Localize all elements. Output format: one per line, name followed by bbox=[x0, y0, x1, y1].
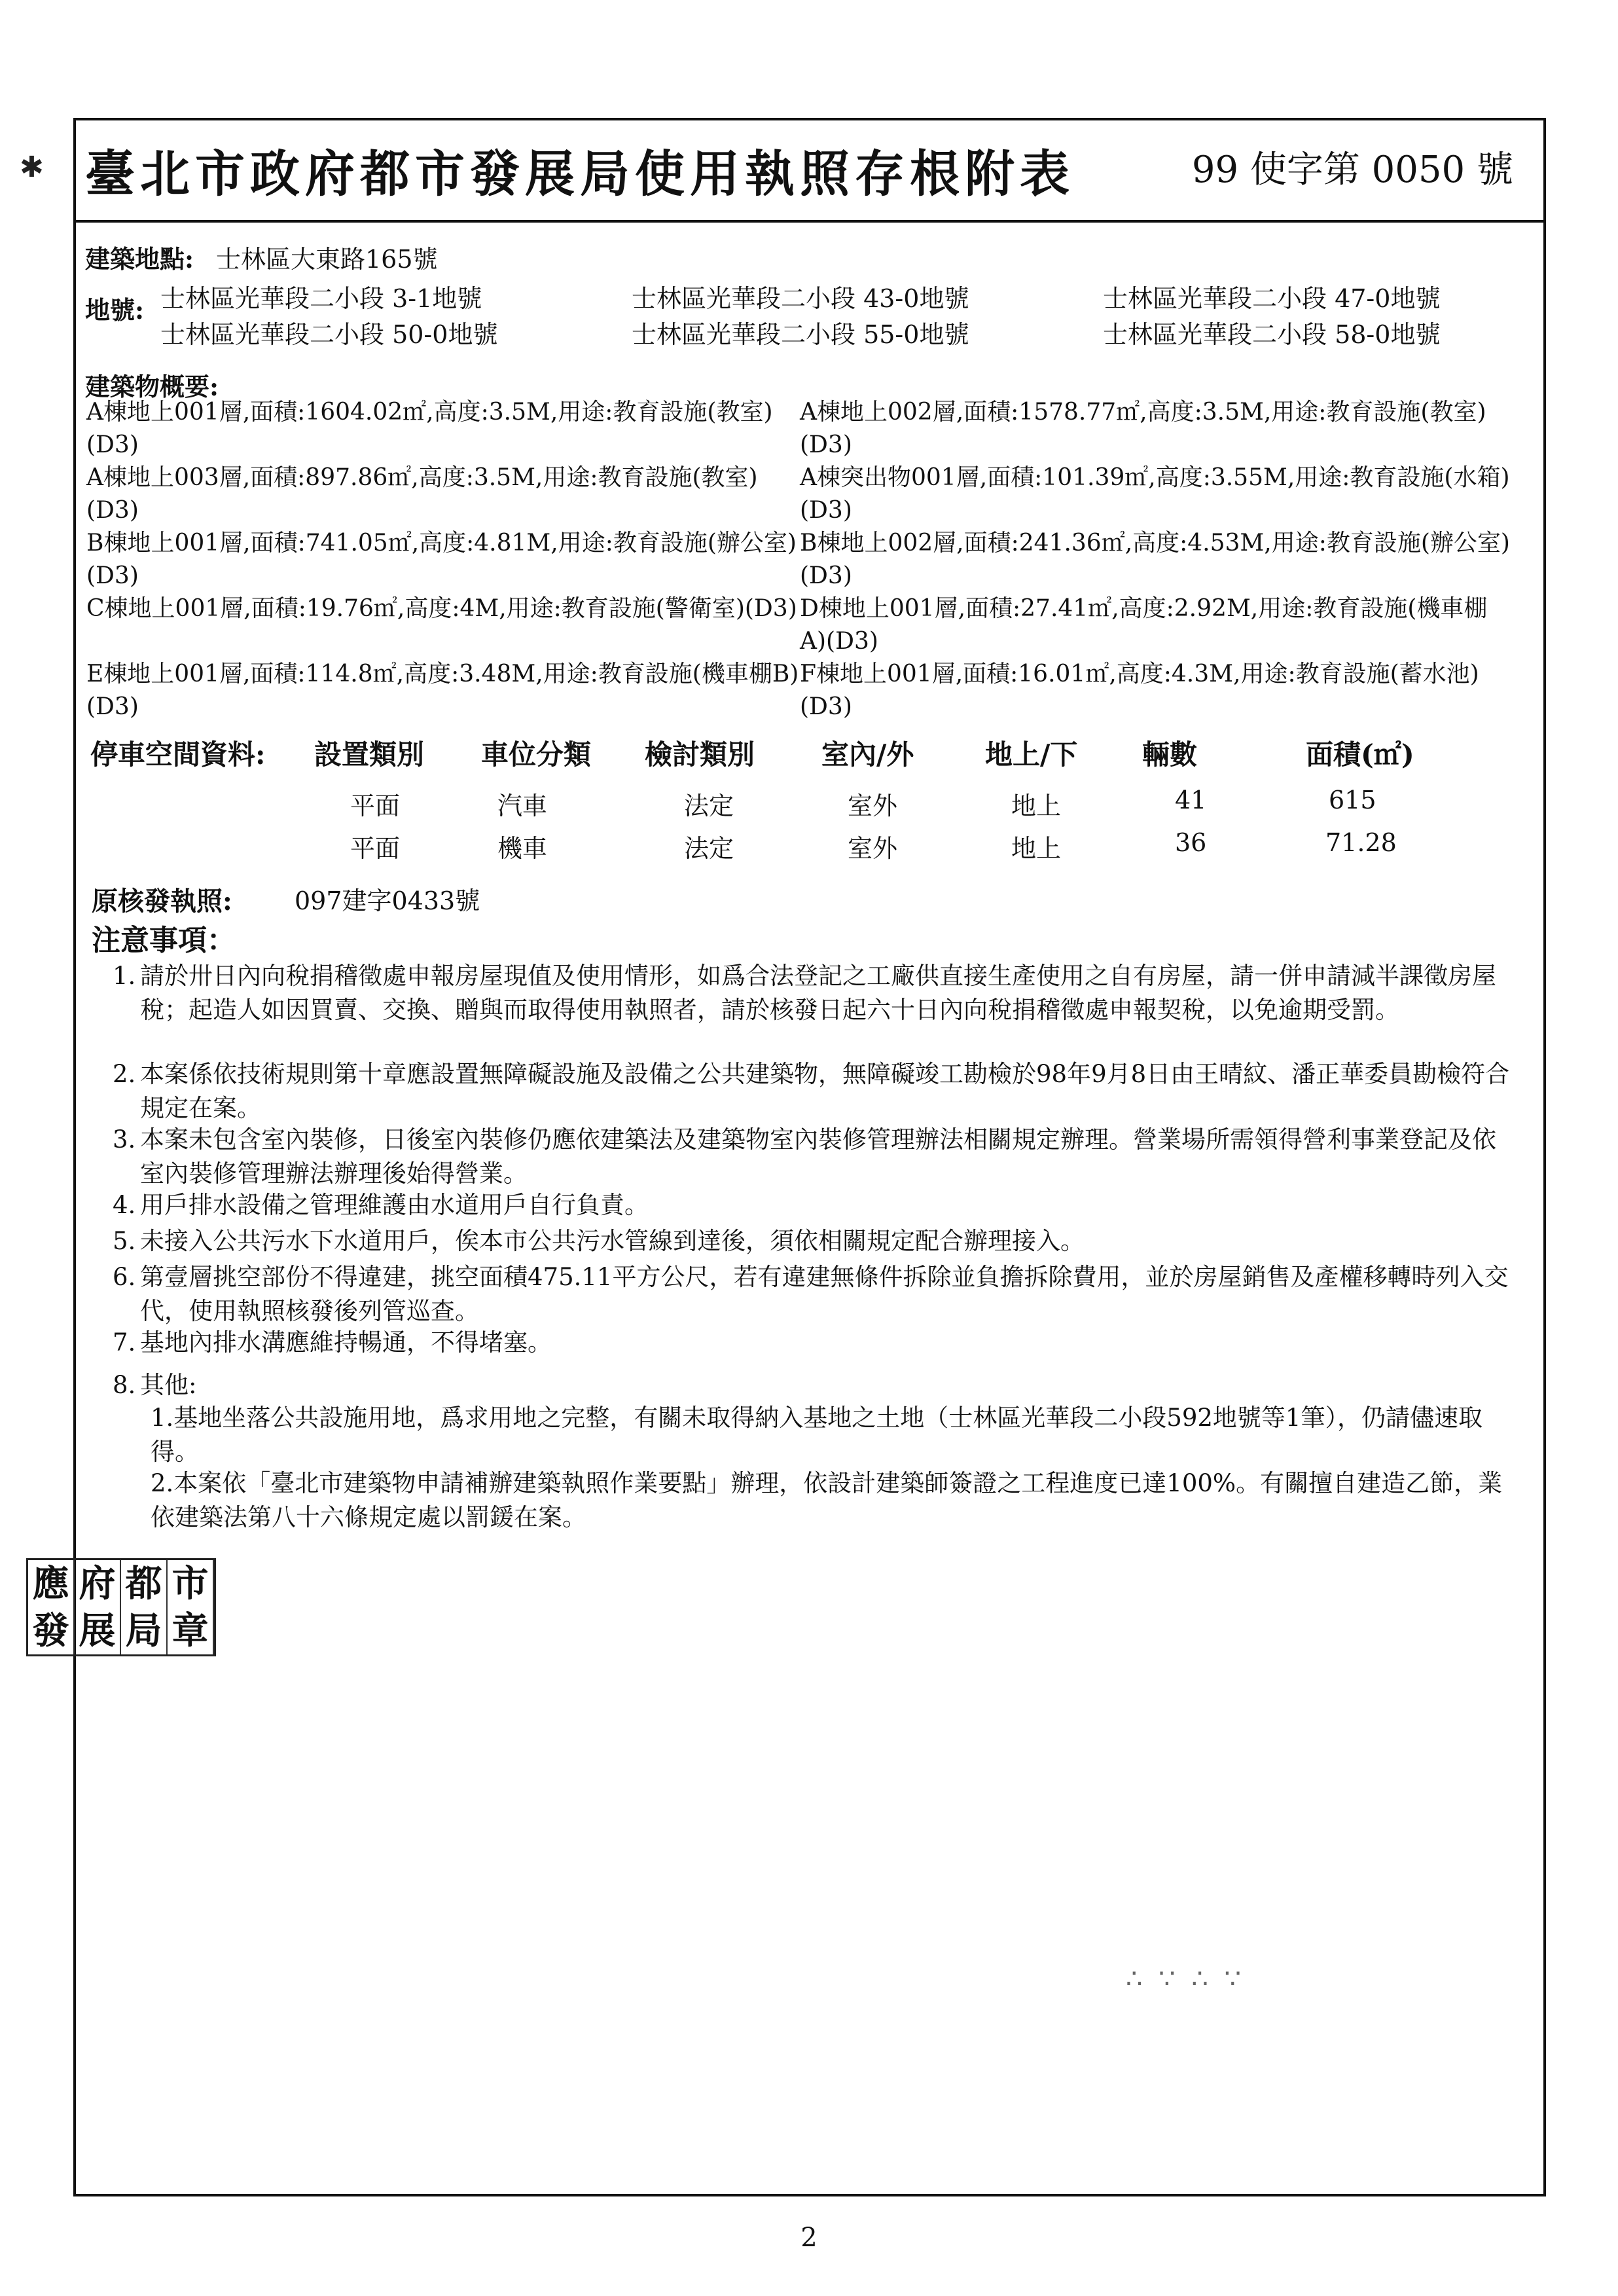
parking-cell: 地上 bbox=[1011, 792, 1062, 820]
permit-number: 99 使字第 0050 號 bbox=[1191, 149, 1513, 191]
note-item bbox=[113, 1368, 1520, 1402]
lots-label: 地號: bbox=[85, 295, 145, 325]
parking-cell: 室外 bbox=[848, 834, 898, 863]
parking-cell: 平面 bbox=[350, 792, 401, 820]
scan-mark: ✱ bbox=[20, 151, 44, 184]
parking-cell: 機車 bbox=[497, 834, 548, 863]
parking-label: 停車空間資料: bbox=[90, 738, 266, 771]
stamp-char: 展 bbox=[75, 1607, 121, 1654]
parking-header: 設置類別 bbox=[314, 738, 425, 771]
note-number: 4. bbox=[113, 1191, 136, 1219]
site-value: 士林區大東路165號 bbox=[216, 245, 438, 274]
note-text: 本案未包含室內裝修，日後室內裝修仍應依建築法及建築物室內裝修管理辦法相關規定辦理。營業場所需領得營利事業登記及依室內裝修管理辦法辦理後始得營業。 bbox=[140, 1125, 1496, 1188]
parking-cell: 36 bbox=[1175, 828, 1207, 857]
building-entry: A棟地上002層,面積:1578.77㎡,高度:3.5M,用途:教育設施(教室)(D3) bbox=[800, 399, 1486, 458]
building-entry: A棟地上001層,面積:1604.02㎡,高度:3.5M,用途:教育設施(教室)(D3) bbox=[86, 399, 773, 458]
stamp-char: 府 bbox=[75, 1560, 121, 1607]
note-sub-item: 2.本案依「臺北市建築物申請補辦建築執照作業要點」辦理，依設計建築師簽證之工程進度已達100%。有關擅自建造乙節，業依建築法第八十六條規定處以罰鍰在案。 bbox=[151, 1469, 1503, 1531]
parking-cell: 法定 bbox=[684, 834, 734, 863]
lot-item: 士林區光華段二小段 3-1地號 bbox=[160, 284, 482, 313]
note-item bbox=[113, 1057, 1520, 1125]
building-entry: D棟地上001層,面積:27.41㎡,高度:2.92M,用途:教育設施(機車棚A)(D3) bbox=[800, 595, 1488, 655]
stamp-char: 章 bbox=[168, 1607, 214, 1654]
parking-cell: 汽車 bbox=[497, 792, 548, 820]
note-number: 7. bbox=[113, 1328, 136, 1357]
notes-title: 注意事項： bbox=[92, 924, 236, 957]
original-permit-label: 原核發執照: bbox=[92, 886, 232, 917]
parking-header: 面積(㎡) bbox=[1306, 738, 1414, 771]
note-text: 請於卅日內向稅捐稽徵處申報房屋現值及使用情形，如爲合法登記之工廠供直接生產使用之自有房屋，請一併申請減半課徵房屋稅；起造人如因買賣、交換、贈與而取得使用執照者，請於核發日起六十日內向稅捐稽徵處申報契稅，以免逾期受罰。 bbox=[140, 962, 1496, 1024]
buildings-label: 建築物概要: bbox=[85, 372, 219, 401]
building-entry: C棟地上001層,面積:19.76㎡,高度:4M,用途:教育設施(警衛室)(D3) bbox=[86, 595, 797, 622]
page-number: 2 bbox=[800, 2223, 818, 2253]
parking-header: 地上/下 bbox=[985, 738, 1078, 771]
stamp-char: 發 bbox=[28, 1607, 75, 1654]
parking-cell: 71.28 bbox=[1325, 828, 1397, 857]
parking-cell: 室外 bbox=[848, 792, 898, 820]
parking-header: 輛數 bbox=[1142, 738, 1198, 771]
note-text: 基地內排水溝應維持暢通，不得堵塞。 bbox=[140, 1328, 552, 1357]
stamp-char: 都 bbox=[121, 1560, 168, 1607]
note-sub-item: 1.基地坐落公共設施用地，爲求用地之完整，有關未取得納入基地之土地（士林區光華段二小段592地號等1筆），仍請儘速取得。 bbox=[151, 1404, 1483, 1466]
site-label: 建築地點: bbox=[85, 244, 194, 274]
note-item bbox=[113, 1224, 1520, 1258]
note-number: 8. bbox=[113, 1371, 136, 1399]
note-number: 6. bbox=[113, 1263, 136, 1291]
original-permit-value: 097建字0433號 bbox=[295, 886, 480, 915]
parking-cell: 地上 bbox=[1011, 834, 1062, 863]
lot-item: 士林區光華段二小段 47-0地號 bbox=[1103, 284, 1441, 313]
parking-cell: 615 bbox=[1329, 786, 1376, 814]
building-entry: A棟地上003層,面積:897.86㎡,高度:3.5M,用途:教育設施(教室)(D3) bbox=[86, 464, 758, 524]
parking-header: 室內/外 bbox=[821, 738, 914, 771]
note-text: 本案係依技術規則第十章應設置無障礙設施及設備之公共建築物，無障礙竣工勘檢於98年9月8日由王晴紋、潘正華委員勘檢符合規定在案。 bbox=[140, 1060, 1510, 1122]
note-text: 第壹層挑空部份不得違建，挑空面積475.11平方公尺，若有違建無條件拆除並負擔拆除費用，並於房屋銷售及產權移轉時列入交代，使用執照核發後列管巡查。 bbox=[140, 1263, 1509, 1325]
note-item bbox=[113, 1326, 1520, 1360]
note-item bbox=[113, 959, 1520, 1027]
note-number: 2. bbox=[113, 1060, 136, 1088]
parking-cell: 平面 bbox=[350, 834, 401, 863]
parking-header: 檢討類別 bbox=[645, 738, 755, 771]
page-title: 臺北市政府都市發展局使用執照存根附表 bbox=[85, 145, 1075, 203]
parking-cell: 法定 bbox=[684, 792, 734, 820]
building-entry: A棟突出物001層,面積:101.39㎡,高度:3.55M,用途:教育設施(水箱)(D3) bbox=[800, 464, 1510, 524]
stamp-char: 應 bbox=[28, 1560, 75, 1607]
note-item bbox=[113, 1123, 1520, 1191]
lot-item: 士林區光華段二小段 43-0地號 bbox=[632, 284, 969, 313]
note-item bbox=[113, 1260, 1520, 1328]
note-text: 其他: bbox=[140, 1371, 197, 1399]
stamp-char: 市 bbox=[168, 1560, 214, 1607]
lot-item: 士林區光華段二小段 50-0地號 bbox=[160, 320, 498, 349]
note-number: 1. bbox=[113, 962, 136, 990]
note-text: 用戶排水設備之管理維護由水道用戶自行負責。 bbox=[140, 1191, 649, 1219]
note-number: 5. bbox=[113, 1227, 136, 1255]
official-stamp bbox=[26, 1558, 216, 1656]
note-text: 未接入公共污水下水道用戶，俟本市公共污水管線到達後，須依相關規定配合辦理接入。 bbox=[140, 1227, 1085, 1255]
parking-header: 車位分類 bbox=[481, 738, 592, 771]
note-number: 3. bbox=[113, 1125, 136, 1154]
lot-item: 士林區光華段二小段 58-0地號 bbox=[1103, 320, 1441, 349]
building-entry: B棟地上001層,面積:741.05㎡,高度:4.81M,用途:教育設施(辦公室)(D3) bbox=[86, 530, 797, 589]
building-entry: F棟地上001層,面積:16.01㎡,高度:4.3M,用途:教育設施(蓄水池)(D3) bbox=[800, 661, 1479, 720]
note-item bbox=[113, 1188, 1520, 1222]
lot-item: 士林區光華段二小段 55-0地號 bbox=[632, 320, 969, 349]
building-entry: E棟地上001層,面積:114.8㎡,高度:3.48M,用途:教育設施(機車棚B)(D3) bbox=[86, 661, 799, 720]
stamp-char: 局 bbox=[121, 1607, 168, 1654]
building-entry: B棟地上002層,面積:241.36㎡,高度:4.53M,用途:教育設施(辦公室)(D3) bbox=[800, 530, 1510, 589]
signature-mark: ∴ ∵ ∴ ∵ bbox=[1126, 1964, 1245, 1994]
parking-cell: 41 bbox=[1175, 786, 1207, 814]
